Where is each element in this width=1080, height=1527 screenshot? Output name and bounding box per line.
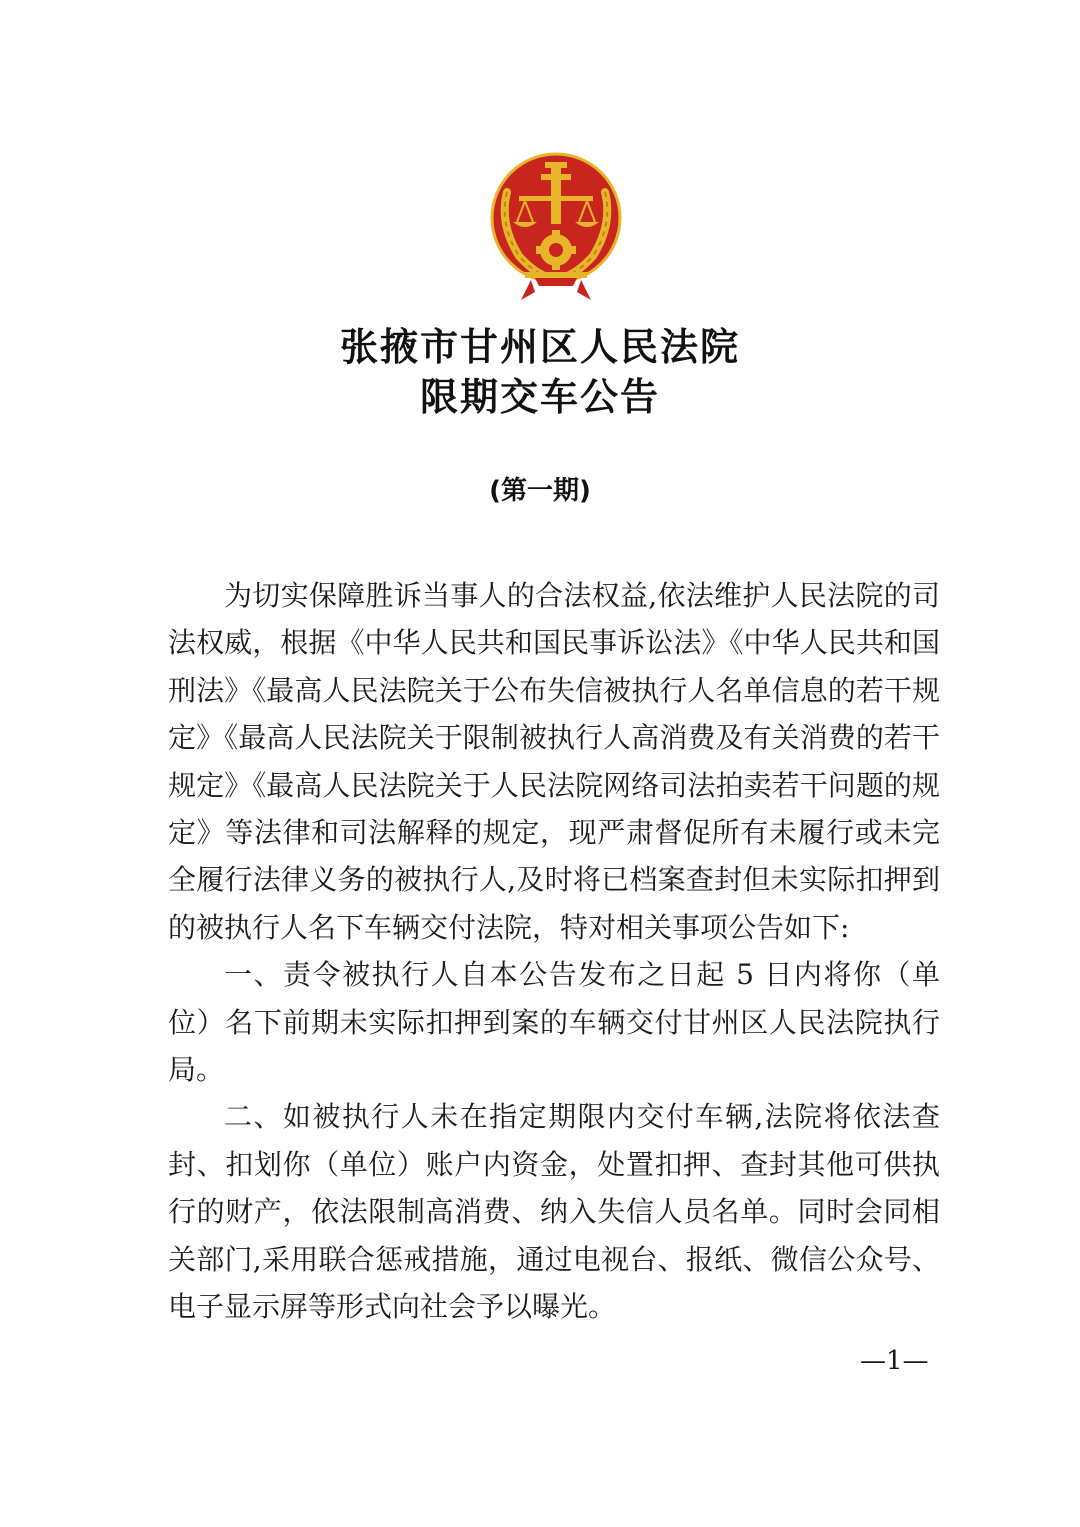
- notice-body: [168, 572, 940, 1331]
- page-title: 张掖市甘州区人民法院: [339, 324, 740, 369]
- paragraph-intro: 为切实保障胜诉当事人的合法权益,依法维护人民法院的司法权威，根据《中华人民共和国民事诉讼法》《中华人民共和国刑法》《最高人民法院关于公布失信被执行人名单信息的若干规定》《最高人民法院关于限制被执行人高消费及有关消费的若干规定》《最高人民法院关于人民法院网络司法拍卖若干问题的规定》等法律和司法解释的规定，现严肃督促所有未履行或未完全履行法律义务的被执行人,及时将已档案查封但未实际扣押到的被执行人名下车辆交付法院，特对相关事项公告如下:: [168, 579, 940, 944]
- issue-number: (第一期): [489, 476, 591, 506]
- paragraph-item-1: 一、责令被执行人自本公告发布之日起 5 日内将你（单位）名下前期未实际扣押到案的车辆交付甘州区人民法院执行局。: [168, 958, 940, 1087]
- notice-title: 限期交车公告: [419, 374, 660, 419]
- page-number: —1—: [860, 1346, 929, 1376]
- paragraph-item-2: 二、如被执行人未在指定期限内交付车辆,法院将依法查封、扣划你（单位）账户内资金，处置扣押、查封其他可供执行的财产，依法限制高消费、纳入失信人员名单。同时会同相关部门,采用联合惩戒措施，通过电视台、报纸、微信公众号、电子显示屏等形式向社会予以曝光。: [168, 1100, 940, 1324]
- court-emblem-icon: [485, 152, 627, 304]
